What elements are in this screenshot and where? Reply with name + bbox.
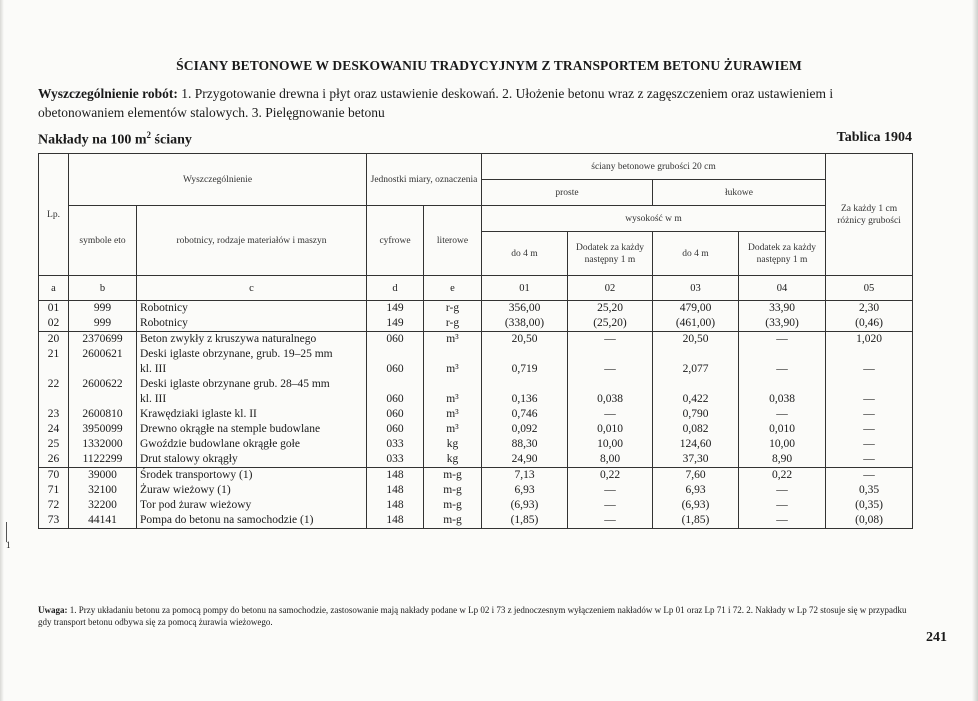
cell-symbol: 999 [69,301,137,317]
cell-02: — [568,407,653,422]
cell-unit-code: 033 [367,437,424,452]
cell-03: 479,00 [653,301,739,317]
cell-symbol: 999 [69,316,137,332]
cell-unit-code: 149 [367,301,424,317]
column-letter: 01 [482,276,568,301]
cell-unit: m³ [424,422,482,437]
page-edge-right [972,0,978,701]
cell-03: 0,422 [653,392,739,407]
cell-unit-code: 149 [367,316,424,332]
table-row [39,362,913,377]
cell-name: Robotnicy [137,316,367,332]
column-letter: 03 [653,276,739,301]
cell-unit-code: 148 [367,513,424,529]
cell-01: (338,00) [482,316,568,332]
page-title: ŚCIANY BETONOWE W DESKOWANIU TRADYCYJNYM Z TRANSPORTEM BETONU ŻURAWIEM [176,58,802,73]
cell-lp: 23 [39,407,69,422]
cell-unit: m-g [424,513,482,529]
cell-symbol: 1332000 [69,437,137,452]
cell-02 [568,347,653,362]
header-za-kazdy: Za każdy 1 cm różnicy grubości [826,154,913,276]
page-edge-left [0,0,4,701]
cell-symbol: 39000 [69,468,137,484]
works-description [38,84,912,122]
note [38,604,918,628]
cell-02: — [568,362,653,377]
cell-02: 0,038 [568,392,653,407]
cell-unit: kg [424,452,482,468]
cell-02: 0,010 [568,422,653,437]
cell-lp [39,392,69,407]
cell-02 [568,377,653,392]
cell-04: — [739,407,826,422]
cell-03 [653,377,739,392]
column-letter: 02 [568,276,653,301]
cell-04: — [739,483,826,498]
cell-lp: 73 [39,513,69,529]
cell-lp: 21 [39,347,69,362]
cell-lp: 72 [39,498,69,513]
page-number: 241 [926,630,947,645]
cell-05: — [826,452,913,468]
cell-lp: 26 [39,452,69,468]
table-header [39,154,913,301]
cell-05 [826,347,913,362]
cell-01 [482,377,568,392]
cell-lp: 70 [39,468,69,484]
column-letter: d [367,276,424,301]
table-row [39,377,913,392]
cell-04: — [739,498,826,513]
cell-03: 124,60 [653,437,739,452]
cell-02: — [568,483,653,498]
cell-unit: m-g [424,498,482,513]
cell-01: (1,85) [482,513,568,529]
cell-name: Gwoździe budowlane okrągłe gołe [137,437,367,452]
column-letter: c [137,276,367,301]
cell-05: (0,46) [826,316,913,332]
table-body [39,301,913,529]
column-letter: a [39,276,69,301]
cell-symbol [69,392,137,407]
subheading-suffix: ściany [151,132,192,148]
table-number: Tablica 1904 [836,130,912,145]
cell-name: kl. III [137,392,367,407]
cell-lp: 01 [39,301,69,317]
works-description-label: Wyszczególnienie robót: [38,86,178,101]
cell-lp: 20 [39,332,69,348]
margin-mark: 1 [6,540,11,550]
cell-02: (25,20) [568,316,653,332]
cell-02: — [568,513,653,529]
cell-lp: 24 [39,422,69,437]
cell-03: 2,077 [653,362,739,377]
cell-unit: m³ [424,362,482,377]
cell-04 [739,377,826,392]
binding-mark [6,522,13,542]
cell-04: — [739,332,826,348]
cell-symbol: 32100 [69,483,137,498]
table-row [39,316,913,332]
column-letters-row [39,276,913,301]
cell-01: 7,13 [482,468,568,484]
cell-name: Tor pod żuraw wieżowy [137,498,367,513]
cell-unit: m³ [424,407,482,422]
cell-01: (6,93) [482,498,568,513]
cell-01: 0,136 [482,392,568,407]
subheading-sup: 2 [146,130,152,140]
column-letter: 05 [826,276,913,301]
cell-unit-code: 060 [367,332,424,348]
header-lukowe: łukowe [653,180,826,206]
cell-lp [39,362,69,377]
cell-lp: 71 [39,483,69,498]
header-dodatek-lukowe: Dodatek za każdy następny 1 m [739,232,826,276]
table-row [39,513,913,529]
table-row [39,498,913,513]
cell-04: 0,010 [739,422,826,437]
cell-unit-code [367,377,424,392]
table-row [39,407,913,422]
table-row [39,347,913,362]
cell-04: 8,90 [739,452,826,468]
cell-05: (0,35) [826,498,913,513]
cell-04 [739,347,826,362]
header-proste: proste [482,180,653,206]
cell-symbol [69,362,137,377]
cell-05: 0,35 [826,483,913,498]
table-row [39,452,913,468]
table-row [39,483,913,498]
cell-05: (0,08) [826,513,913,529]
cell-lp: 25 [39,437,69,452]
cell-unit-code: 148 [367,468,424,484]
cell-04: — [739,513,826,529]
header-do4m-lukowe: do 4 m [653,232,739,276]
note-text: 1. Przy układaniu betonu za pomocą pompy do betonu na samochodzie, zastosowanie mają nakłady podane w Lp 02 i 73 z jednoczesnym wyłączeniem nakładów w Lp 01 oraz Lp 71 i 72. 2. Nakłady w Lp 72 stosuje się w przypadku gdy transport betonu odbywa się za pomocą żurawia wieżowego. [38,605,907,627]
column-letter: 04 [739,276,826,301]
cell-name: Drewno okrągłe na stemple budowlane [137,422,367,437]
cell-05: — [826,422,913,437]
cell-unit [424,347,482,362]
header-wyszczegolnienie: Wyszczególnienie [69,154,367,206]
cell-04: 10,00 [739,437,826,452]
cell-name: Deski iglaste obrzynane, grub. 19–25 mm [137,347,367,362]
cell-03: 0,082 [653,422,739,437]
table-row [39,437,913,452]
cell-unit: kg [424,437,482,452]
cell-unit-code: 033 [367,452,424,468]
cell-01: 356,00 [482,301,568,317]
cell-unit: m-g [424,483,482,498]
cell-unit: m³ [424,392,482,407]
cell-symbol: 3950099 [69,422,137,437]
cell-unit-code: 060 [367,422,424,437]
table-row [39,332,913,348]
cell-02: — [568,332,653,348]
cell-01: 0,092 [482,422,568,437]
cell-05: — [826,362,913,377]
cell-unit-code: 060 [367,407,424,422]
cell-01: 6,93 [482,483,568,498]
cell-name: Żuraw wieżowy (1) [137,483,367,498]
cell-04: 33,90 [739,301,826,317]
table-subheading [38,130,192,149]
cell-03: (6,93) [653,498,739,513]
cell-03: 7,60 [653,468,739,484]
cell-03: (461,00) [653,316,739,332]
cell-01: 24,90 [482,452,568,468]
header-robotnicy: robotnicy, rodzaje materiałów i maszyn [137,206,367,276]
cell-unit-code: 148 [367,483,424,498]
cell-name: kl. III [137,362,367,377]
cell-03: 6,93 [653,483,739,498]
cell-02: 10,00 [568,437,653,452]
header-symbole: symbole eto [69,206,137,276]
header-literowe: literowe [424,206,482,276]
cell-unit-code: 060 [367,362,424,377]
cell-05: — [826,468,913,484]
cell-04: (33,90) [739,316,826,332]
cell-05 [826,377,913,392]
cell-05: — [826,437,913,452]
subheading-prefix: Nakłady na 100 m [38,132,147,148]
table-row [39,392,913,407]
cell-symbol: 2600621 [69,347,137,362]
note-label: Uwaga: [38,605,68,615]
header-sciany: ściany betonowe grubości 20 cm [482,154,826,180]
header-jednostki: Jednostki miary, oznaczenia [367,154,482,206]
cell-unit-code: 148 [367,498,424,513]
header-do4m-proste: do 4 m [482,232,568,276]
cell-lp: 02 [39,316,69,332]
cell-05: 1,020 [826,332,913,348]
header-cyfrowe: cyfrowe [367,206,424,276]
cell-unit: m-g [424,468,482,484]
header-dodatek-proste: Dodatek za każdy następny 1 m [568,232,653,276]
cell-02: 25,20 [568,301,653,317]
table-row [39,301,913,317]
cell-name: Beton zwykły z kruszywa naturalnego [137,332,367,348]
cell-symbol: 32200 [69,498,137,513]
norms-table [38,153,913,529]
cell-name: Deski iglaste obrzynane grub. 28–45 mm [137,377,367,392]
column-letter: e [424,276,482,301]
cell-unit: r-g [424,301,482,317]
cell-04: — [739,362,826,377]
cell-symbol: 44141 [69,513,137,529]
cell-03 [653,347,739,362]
cell-unit-code [367,347,424,362]
cell-symbol: 1122299 [69,452,137,468]
cell-name: Pompa do betonu na samochodzie (1) [137,513,367,529]
cell-name: Drut stalowy okrągły [137,452,367,468]
cell-03: 37,30 [653,452,739,468]
cell-name: Krawędziaki iglaste kl. II [137,407,367,422]
cell-unit [424,377,482,392]
cell-03: 0,790 [653,407,739,422]
header-lp: Lp. [39,154,69,276]
cell-05: — [826,407,913,422]
column-letter: b [69,276,137,301]
cell-02: 0,22 [568,468,653,484]
cell-name: Robotnicy [137,301,367,317]
cell-04: 0,038 [739,392,826,407]
header-wysokosc: wysokość w m [482,206,826,232]
cell-01: 88,30 [482,437,568,452]
cell-03: 20,50 [653,332,739,348]
cell-unit: m³ [424,332,482,348]
cell-name: Środek transportowy (1) [137,468,367,484]
cell-symbol: 2600622 [69,377,137,392]
cell-01: 0,719 [482,362,568,377]
cell-02: 8,00 [568,452,653,468]
cell-symbol: 2600810 [69,407,137,422]
cell-04: 0,22 [739,468,826,484]
cell-05: 2,30 [826,301,913,317]
cell-unit-code: 060 [367,392,424,407]
cell-unit: r-g [424,316,482,332]
cell-symbol: 2370699 [69,332,137,348]
works-description-text: 1. Przygotowanie drewna i płyt oraz ustawienie deskowań. 2. Ułożenie betonu wraz z zagęszczeniem oraz ustawieniem i obetonowaniem elementów stalowych. 3. Pielęgnowanie betonu [38,86,834,120]
cell-03: (1,85) [653,513,739,529]
cell-01: 20,50 [482,332,568,348]
cell-lp: 22 [39,377,69,392]
cell-01: 0,746 [482,407,568,422]
cell-01 [482,347,568,362]
table-row [39,422,913,437]
table-row [39,468,913,484]
cell-05: — [826,392,913,407]
cell-02: — [568,498,653,513]
